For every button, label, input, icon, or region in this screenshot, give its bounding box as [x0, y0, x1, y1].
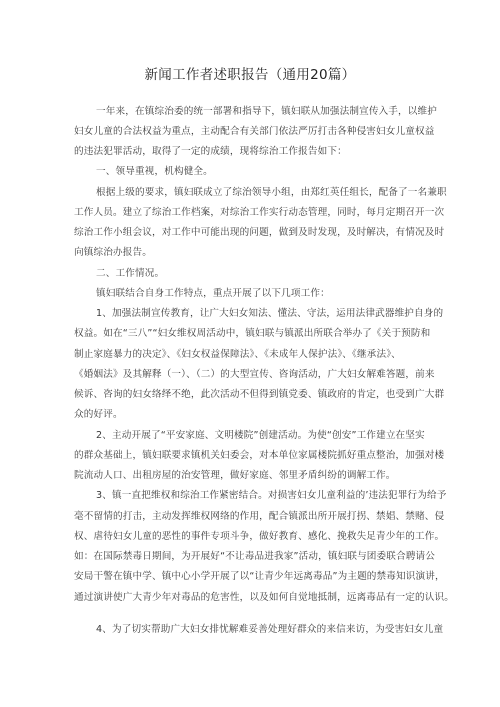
paragraph-line: 向镇综治办报告。	[74, 247, 152, 258]
paragraph-line: 一年来，在镇综治委的统一部署和指导下，镇妇联从加强法制宣传入手，以维护	[96, 106, 438, 117]
paragraph-line: 众的好评。	[74, 409, 123, 420]
paragraph-line: 权益。如在“三八”“妇女维权周活动中，镇妇联与镇派出所联合举办了《关于预防和	[74, 328, 431, 339]
paragraph-line: 镇妇联结合自身工作特点，重点开展了以下几项工作：	[96, 288, 330, 299]
paragraph-line: 毫不留情的打击，主动发挥维权网络的作用，配合镇派出所开展打拐、禁娼、禁赌、侵	[74, 511, 445, 522]
paragraph-line: 工作人员。建立了综治工作档案，对综治工作实行动态管理，同时，每月定期召开一次	[74, 207, 445, 218]
section-heading: 二、工作情况。	[96, 268, 165, 279]
paragraph-line: 妇女儿童的合法权益为重点，主动配合有关部门依法严厉打击各种侵害妇女儿童权益	[74, 126, 435, 137]
paragraph-line: 权、虐待妇女儿童的恶性的事件专项斗争，做好教育、感化、挽救失足青少年的工作。	[74, 531, 445, 542]
paragraph-line: 2、主动开展了“平安家庭、文明楼院”创建活动。为使“创安”工作建立在坚实	[96, 430, 425, 441]
paragraph-line: 的违法犯罪活动，取得了一定的成绩，现将综治工作报告如下：	[74, 146, 347, 157]
paragraph-line: 综治工作小组会议，对工作中可能出现的问题，做到及时发现，及时解决，有情况及时	[74, 227, 445, 238]
paragraph-line: 候诉、咨询的妇女络绎不绝，此次活动不但得到镇党委、镇政府的肯定，也受到广大群	[74, 389, 445, 400]
paragraph-line: 通过演讲使广大青少年对毒品的危害性，以及如何自觉地抵制，远离毒品有一定的认识。	[74, 592, 455, 603]
paragraph-line: 《婚姻法》及其解释（一）、（二）的大型宣传、咨询活动，广大妇女解难答题，前来	[74, 369, 435, 380]
paragraph-line: 安局干警在镇中学、镇中心小学开展了以“让青少年远离毒品”为主题的禁毒知识演讲，	[74, 571, 445, 582]
section-heading: 一、领导重视，机构健全。	[96, 166, 213, 177]
paragraph-line: 的群众基础上，镇妇联要求镇机关妇委会，对本单位家属楼院抓好重点整治，加强对楼	[74, 450, 445, 461]
paragraph-line: 如：在国际禁毒日期间，为开展好“不让毒品进我家”活动，镇妇联与团委联合聘请公	[74, 551, 436, 562]
paragraph-line: 4、为了切实帮助广大妇女排忧解难妥善处理好群众的来信来访，为受害妇女儿童	[96, 624, 444, 635]
paragraph-line: 根据上级的要求，镇妇联成立了综治领导小组，由郑红英任组长，配备了一名兼职	[96, 187, 447, 198]
paragraph-line: 院流动人口、出租房屋的治安管理，做好家庭、邻里矛盾纠纷的调解工作。	[74, 470, 396, 481]
paragraph-line: 3、镇一直把维权和综治工作紧密结合。对损害妇女儿童利益的’违法犯罪行为给予	[96, 490, 447, 501]
paragraph-line: 制止家庭暴力的决定》、《妇女权益保障法》、《未成年人保护法》、《继承法》、	[74, 349, 401, 360]
document-title: 新闻工作者述职报告（通用20篇）	[144, 67, 356, 83]
paragraph-line: 1、加强法制宣传教育，让广大妇女知法、懂法、守法，运用法律武器维护自身的	[96, 308, 444, 319]
